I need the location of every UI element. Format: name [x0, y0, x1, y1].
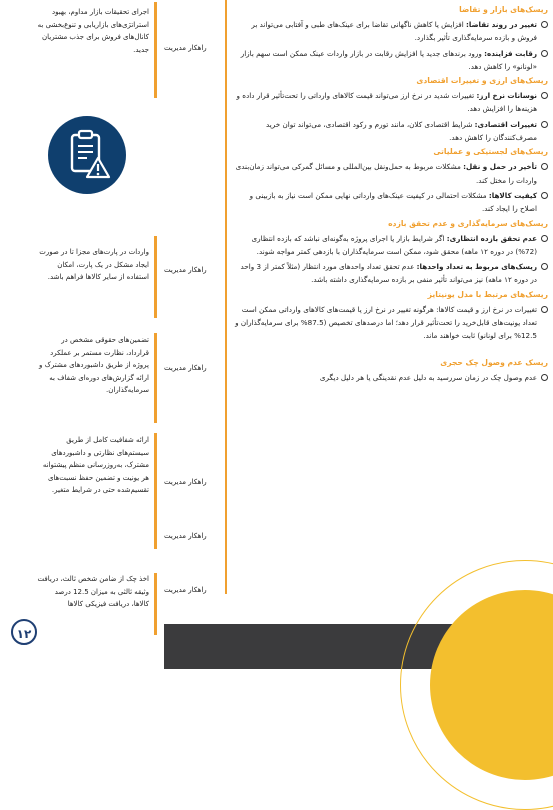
risk-item: نوسانات نرخ ارز: تغییرات شدید در نرخ ارز می‌تواند قیمت کالاهای وارداتی را تحت‌تأثیر قرار داده و هزینه‌ها را افزایش دهد.: [232, 89, 548, 116]
risk-section: [232, 146, 548, 215]
risk-item: تغییر در روند تقاضا: افزایش یا کاهش ناگهانی تقاضا برای عینک‌های طبی و آفتابی می‌تواند بر فروش و بازده سرمایه‌گذاری تأثیر بگذارد.: [232, 18, 548, 45]
section-title: ریسک‌های لجستیکی و عملیاتی: [433, 147, 548, 157]
accent-bar: [154, 333, 157, 423]
risk-item: عدم تحقق بازده انتظاری: اگر شرایط بازار یا اجرای پروژه به‌گونه‌ای نباشد که بازده انتظاری (72%) در دوره ۱۲ ماهه) محقق شود، ممکن است سرمایه‌گذاران با بازدهی کمتر مواجه شوند.: [232, 232, 548, 259]
accent-bar: [154, 2, 157, 98]
risk-list: [232, 4, 548, 386]
bullet-circle-icon: [541, 163, 548, 170]
strategy-label: راهکار مدیریت: [164, 266, 207, 274]
strategy-text: تضمین‌های حقوقی مشخص در قرارداد، نظارت مستمر بر عملکرد پروژه از طریق داشبوردهای مشترک و ارائه گزارش‌های دوره‌ای شفاف به سرمایه‌گذاران.: [39, 336, 149, 395]
bullet-circle-icon: [541, 306, 548, 313]
section-title: ریسک‌های بازار و تقاضا: [459, 5, 548, 14]
bullet-circle-icon: [541, 121, 548, 128]
risk-item: رقابت فزاینده: ورود برندهای جدید یا افزایش رقابت در بازار واردات عینک ممکن است سهم بازار «لونانو» را کاهش دهد.: [232, 47, 548, 74]
page-number: ۱۲: [11, 619, 37, 645]
column-divider: [225, 0, 227, 594]
risk-item: کیفیت کالاها: مشکلات احتمالی در کیفیت عینک‌های وارداتی نهایی ممکن است نیاز به بازبینی و اصلاح را ایجاد کند.: [232, 189, 548, 216]
bullet-circle-icon: [541, 50, 548, 57]
strategy-text: واردات در پارت‌های مجزا تا در صورت ایجاد مشکل در یک پارت، امکان استفاده از سایر کالاها فراهم باشد.: [39, 248, 149, 282]
strategy-label: راهکار مدیریت: [164, 586, 207, 594]
risk-item: عدم وصول چک در زمان سررسید به دلیل عدم نقدینگی یا هر دلیل دیگری: [232, 371, 548, 384]
accent-bar: [154, 573, 157, 635]
section-title: ریسک عدم وصول چک حجری: [440, 357, 548, 367]
risk-item: تغییرات اقتصادی: شرایط اقتصادی کلان، مانند تورم و رکود اقتصادی، می‌تواند توان خرید مصرف‌کنندگان را کاهش دهد.: [232, 118, 548, 145]
risk-section: [232, 4, 548, 73]
risk-section: [232, 218, 548, 287]
risk-section: [232, 75, 548, 144]
risk-item: تأخیر در حمل و نقل: مشکلات مربوط به حمل‌ونقل بین‌المللی و مسائل گمرکی می‌تواند زمان‌بندی واردات را مختل کند.: [232, 160, 548, 187]
risk-section: [232, 289, 548, 343]
strategy-label: راهکار مدیریت: [164, 44, 207, 52]
section-title: ریسک‌های مرتبط با مدل یونیتایز: [427, 289, 548, 299]
risk-section: [232, 357, 548, 384]
strategy-label: راهکار مدیریت: [164, 532, 207, 540]
risk-item: تغییرات در نرخ ارز و قیمت کالاها: هرگونه تغییر در نرخ ارز یا قیمت‌های کالاهای وارداتی ممکن است تعداد یونیت‌های قابل‌خرید را تحت‌تأثیر قرار دهد؛ اما درصدهای تخصیص (87.5% برای سرمایه‌گذاران و 12.5% برای لونانو) ثابت خواهند ماند.: [232, 303, 548, 343]
strategy-text: اجرای تحقیقات بازار مداوم، بهبود استراتژی‌های بازاریابی و تنوع‌بخشی به کانال‌های فروش برای جذب مشتریان جدید.: [37, 8, 149, 54]
section-title: ریسک‌های ارزی و تغییرات اقتصادی: [416, 76, 548, 86]
strategy-text: ارائه شفافیت کامل از طریق سیستم‌های نظارتی و داشبوردهای مشترک، به‌روزرسانی منظم پیشتوانه هر یونیت و تضمین حفظ نسبت‌های تقسیم‌شده حتی در شرایط متغیر.: [42, 436, 149, 495]
bullet-circle-icon: [541, 263, 548, 270]
risk-item: ریسک‌های مربوط به تعداد واحدها: عدم تحقق تعداد واحدهای مورد انتظار (مثلاً کمتر از 3 واحد در دوره ۱۲ ماهه) نیز می‌تواند تأثیر منفی بر بازده سرمایه‌گذاری داشته باشد.: [232, 260, 548, 287]
accent-bar: [154, 433, 157, 549]
bullet-circle-icon: [541, 374, 548, 381]
clipboard-warning-icon: [48, 116, 126, 194]
strategy-label: راهکار مدیریت: [164, 364, 207, 372]
strategy-label: راهکار مدیریت: [164, 478, 207, 486]
bullet-circle-icon: [541, 235, 548, 242]
accent-bar: [154, 236, 157, 318]
bullet-circle-icon: [541, 21, 548, 28]
section-title: ریسک‌های سرمایه‌گذاری و عدم تحقق بازده: [388, 218, 548, 228]
bullet-circle-icon: [541, 192, 548, 199]
bullet-circle-icon: [541, 92, 548, 99]
strategy-text: اخذ چک از ضامن شخص ثالث، دریافت وثیقه ثالثی به میزان 12.5 درصد کالاها، دریافت فیزیکی کالاها: [37, 575, 149, 609]
